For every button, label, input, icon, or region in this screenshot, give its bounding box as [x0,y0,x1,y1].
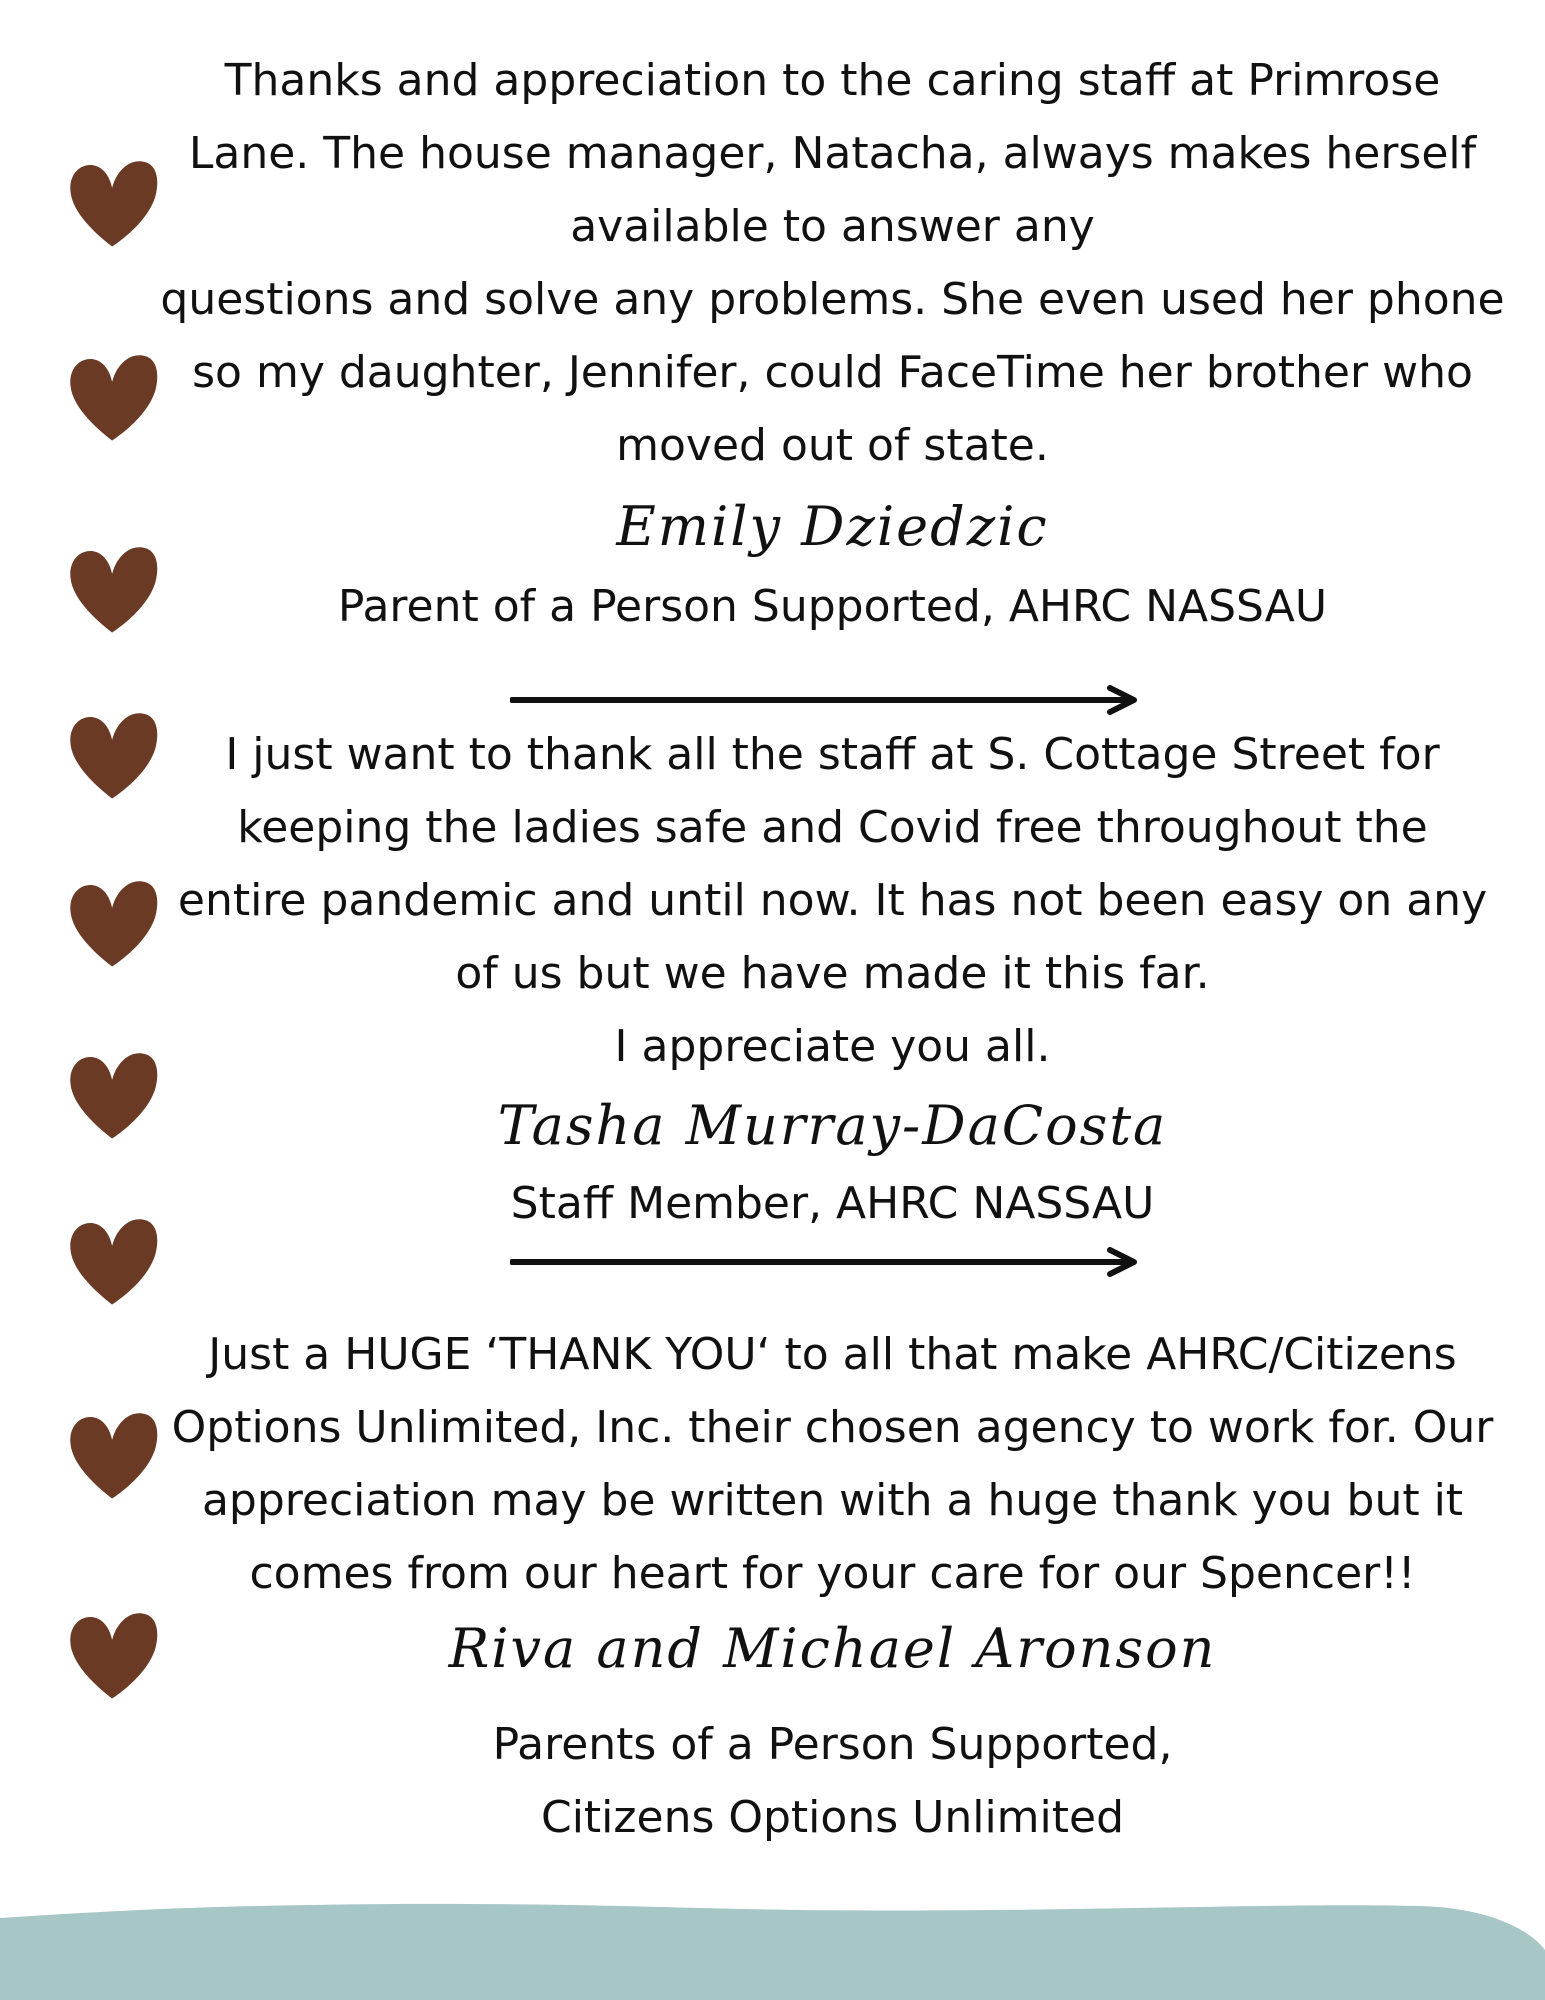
heart-icon [66,1604,162,1708]
testimonial-role: Parents of a Person Supported, Citizens Options Unlimited [492,1719,1173,1843]
signature: Riva and Michael Aronson [448,1617,1217,1680]
heart-icon [66,346,162,450]
testimonial-2 [150,718,1515,1240]
testimonial-role: Staff Member, AHRC NASSAU [510,1178,1155,1229]
testimonial-text: Just a HUGE ‘THANK YOU‘ to all that make AHRC/Citizens Options Unlimited, Inc. their chosen agency to work for. Our appreciation may be written with a huge thank you but it comes from our heart for your care for our Spencer!! [171,1329,1494,1599]
heart-icon [66,1404,162,1508]
testimonial-text: Thanks and appreciation to the caring staff at Primrose Lane. The house manager, Natacha, always makes herself available to answer any questions and solve any problems. She even used her phone so my daughter, Jennifer, could FaceTime her brother who moved out of state. [160,55,1505,471]
testimonial-3 [150,1318,1515,1854]
heart-icon [66,152,162,256]
signature: Tasha Murray-DaCosta [497,1094,1168,1157]
arrow-right-icon [510,684,1146,716]
arrow-right-icon [510,1246,1146,1278]
testimonial-text: I just want to thank all the staff at S. Cottage Street for keeping the ladies safe and Covid free throughout the entire pandemic and until now. It has not been easy on any of us but we have made it this far. I appreciate you all. [177,729,1488,1072]
heart-icon [66,704,162,808]
heart-icon [66,1044,162,1148]
heart-icon [66,1210,162,1314]
testimonial-1 [150,44,1515,643]
heart-icon [66,872,162,976]
testimonial-role: Parent of a Person Supported, AHRC NASSAU [337,581,1328,632]
signature: Emily Dziedzic [616,495,1049,558]
footer-wave [0,1900,1545,2000]
heart-icon [66,538,162,642]
